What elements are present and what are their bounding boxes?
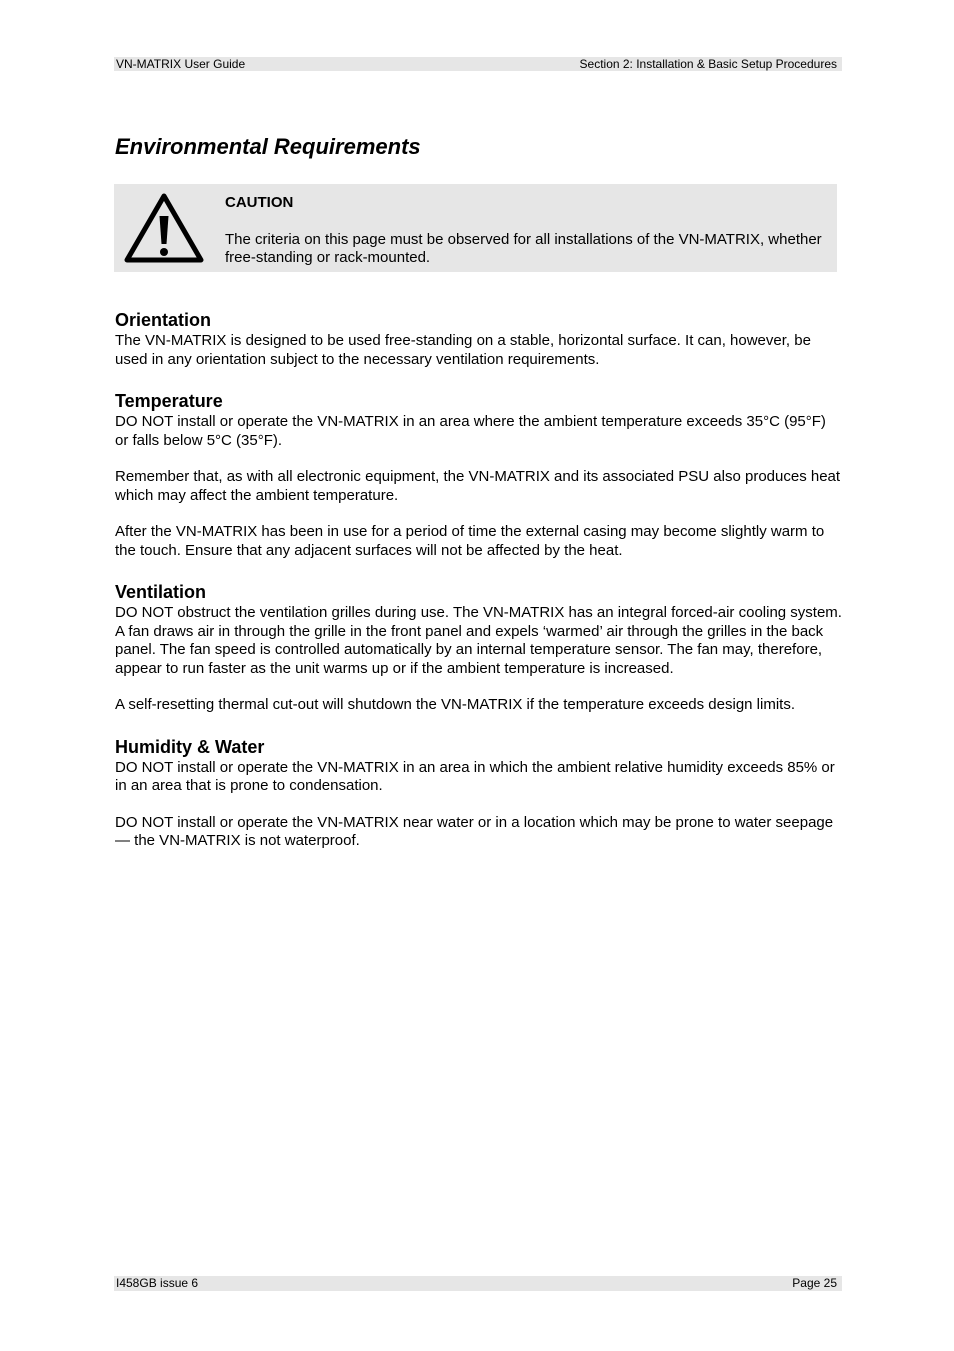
main-content xyxy=(115,308,843,869)
warning-icon xyxy=(123,192,205,264)
caution-text: The criteria on this page must be observed for all installations of the VN-MATRIX, whether free-standing or rack-mounted. xyxy=(225,231,822,266)
section-heading: Orientation xyxy=(115,310,212,330)
section-heading: Humidity & Water xyxy=(115,736,265,757)
section-ventilation xyxy=(115,580,843,715)
section-orientation xyxy=(115,308,843,369)
paragraph: DO NOT install or operate the VN-MATRIX in an area in which the ambient relative humidity exceeds 85% or in an area that is prone to condensation. xyxy=(115,758,835,794)
section-heading: Temperature xyxy=(115,391,223,411)
caution-box xyxy=(114,184,837,272)
paragraph: After the VN-MATRIX has been in use for a period of time the external casing may become slightly warm to the touch. Ensure that any adjacent surfaces will not be affected by the heat. xyxy=(115,523,825,559)
header-section-title: Section 2: Installation & Basic Setup Procedures xyxy=(579,57,837,71)
paragraph: The VN-MATRIX is designed to be used free-standing on a stable, horizontal surface. It can, however, be used in any orientation subject to the necessary ventilation requirements. xyxy=(115,332,811,368)
paragraph: A self-resetting thermal cut-out will shutdown the VN-MATRIX if the temperature exceeds design limits. xyxy=(115,696,796,713)
page-header xyxy=(114,57,842,71)
paragraph: DO NOT install or operate the VN-MATRIX in an area where the ambient temperature exceeds 35°C (95°F) or falls below 5°C (35°F). xyxy=(115,413,826,449)
footer-page-number: Page 25 xyxy=(792,1276,837,1290)
section-temperature xyxy=(115,389,843,560)
footer-doc-id: I458GB issue 6 xyxy=(116,1276,199,1290)
section-humidity-water xyxy=(115,735,843,851)
paragraph: DO NOT obstruct the ventilation grilles during use. The VN-MATRIX has an integral forced-air cooling system. A fan draws air in through the grille in the front panel and expels ‘warmed’ air through the grilles in the back panel. The fan speed is controlled automatically by an internal temperature sensor. The fan may, therefore, appear to run faster as the unit warms up or if the ambient temperature is increased. xyxy=(115,604,842,677)
header-doc-title: VN-MATRIX User Guide xyxy=(116,57,246,71)
paragraph: DO NOT install or operate the VN-MATRIX near water or in a location which may be prone to water seepage — the VN-MATRIX is not waterproof. xyxy=(115,813,834,849)
page-footer xyxy=(114,1276,842,1291)
caution-title: CAUTION xyxy=(225,194,294,211)
paragraph: Remember that, as with all electronic equipment, the VN-MATRIX and its associated PSU also produces heat which may affect the ambient temperature. xyxy=(115,468,841,504)
page-title: Environmental Requirements xyxy=(115,134,421,159)
section-heading: Ventilation xyxy=(115,582,207,602)
